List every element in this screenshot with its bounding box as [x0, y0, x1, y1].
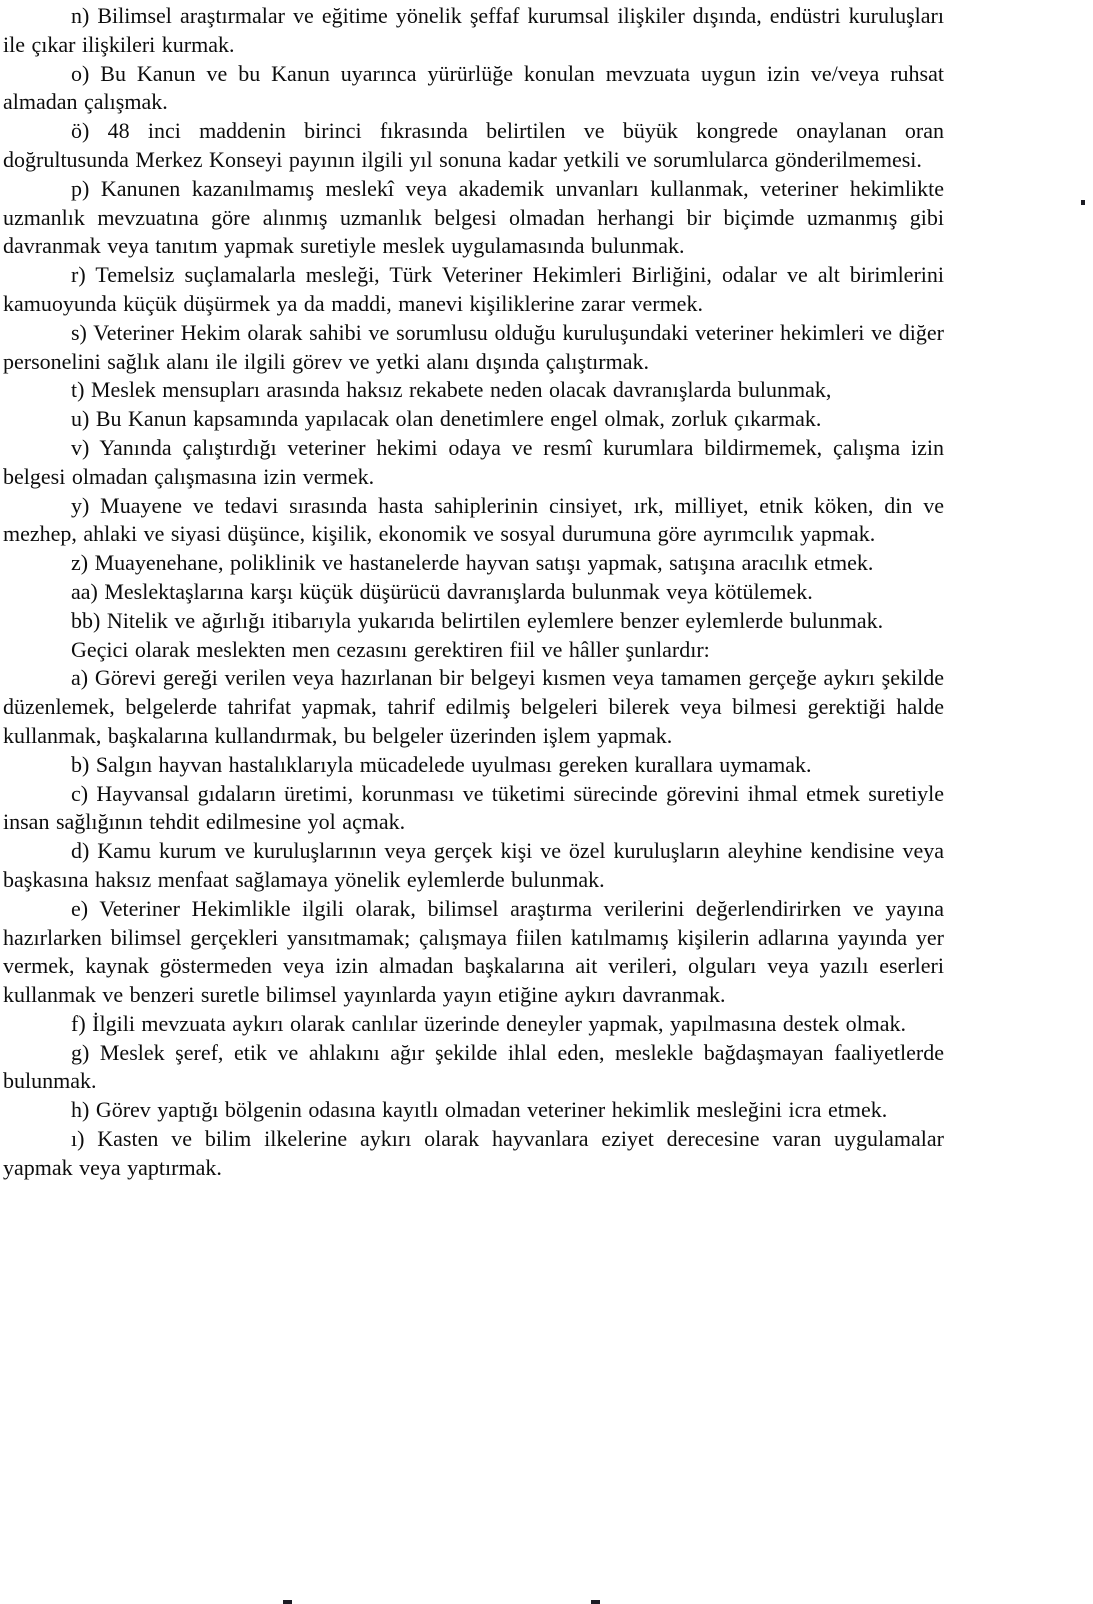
scan-speck — [283, 1600, 292, 1604]
paragraph-s: s) Veteriner Hekim olarak sahibi ve sorumlusu olduğu kuruluşundaki veteriner hekimleri ve diğer personelini sağlık alanı ile ilgili görev ve yetki alanı dışında çalıştırmak. — [3, 319, 944, 374]
paragraph-n: n) Bilimsel araştırmalar ve eğitime yönelik şeffaf kurumsal ilişkiler dışında, endüstri kuruluşları ile çıkar ilişkileri kurmak. — [3, 3, 944, 57]
paragraph-e: e) Veteriner Hekimlikle ilgili olarak, bilimsel araştırma verilerini değerlendirirken ve yayına hazırlarken bilimsel gerçekleri yansıtmamak; çalışmaya fiilen katılmamış kişilerin adlarına yayında yer vermek, kaynak göstermeden veya izin almadan başkalarına ait verileri, olguları veya yazılı eserleri kullanmak ve benzeri suretle bilimsel yayınlarda yayın etiğine aykırı davranmak. — [3, 895, 944, 1008]
paragraph-v: v) Yanında çalıştırdığı veteriner hekimi odaya ve resmî kurumlara bildirmemek, çalışma izin belgesi olmadan çalışmasına izin vermek. — [3, 434, 944, 489]
paragraph-p: p) Kanunen kazanılmamış meslekî veya akademik unvanları kullanmak, veteriner hekimlikte uzmanlık mevzuatına göre alınmış uzmanlık belgesi olmadan herhangi bir biçimde uzmanmış gibi davranmak veya tanıtım yapmak suretiyle meslek uygulamasında bulunmak. — [3, 175, 944, 259]
paragraph-o-umlaut: ö) 48 inci maddenin birinci fıkrasında belirtilen ve büyük kongrede onaylanan oran doğrultusunda Merkez Konseyi payının ilgili yıl sonuna kadar yetkili ve sorumlularca gönderilmemesi. — [3, 118, 944, 172]
paragraph-t: t) Meslek mensupları arasında haksız rekabete neden olacak davranışlarda bulunmak, — [71, 377, 832, 403]
paragraph-r: r) Temelsiz suçlamalarla mesleği, Türk Veteriner Hekimleri Birliğini, odalar ve alt birimlerini kamuoyunda küçük düşürmek ya da maddi, manevi kişiliklerine zarar vermek. — [3, 262, 944, 316]
paragraph-aa: aa) Meslektaşlarına karşı küçük düşürücü davranışlarda bulunmak veya kötülemek. — [71, 578, 813, 604]
paragraph-u: u) Bu Kanun kapsamında yapılacak olan denetimlere engel olmak, zorluk çıkarmak. — [71, 406, 822, 432]
paragraph-o: o) Bu Kanun ve bu Kanun uyarınca yürürlüğe konulan mevzuata uygun izin ve/veya ruhsat almadan çalışmak. — [3, 60, 944, 115]
paragraph-y: y) Muayene ve tedavi sırasında hasta sahiplerinin cinsiyet, ırk, milliyet, etnik köken, din ve mezhep, ahlaki ve siyasi düşünce, kişilik, ekonomik ve sosyal durumuna göre ayrımcılık yapmak. — [3, 492, 944, 547]
paragraph-z: z) Muayenehane, poliklinik ve hastanelerde hayvan satışı yapmak, satışına aracılık etmek. — [71, 550, 874, 576]
scan-speck — [591, 1600, 600, 1604]
document-page — [3, 2, 944, 1183]
paragraph-d: d) Kamu kurum ve kuruluşlarının veya gerçek kişi ve özel kuruluşların aleyhine kendisine veya başkasına haksız menfaat sağlamaya yönelik eylemlerde bulunmak. — [3, 838, 944, 892]
paragraph-bb: bb) Nitelik ve ağırlığı itibarıyla yukarıda belirtilen eylemlere benzer eylemlerde bulunmak. — [71, 607, 884, 633]
paragraph-b: b) Salgın hayvan hastalıklarıyla mücadelede uyulması gereken kurallara uymamak. — [71, 751, 812, 777]
paragraph-a: a) Görevi gereği verilen veya hazırlanan bir belgeyi kısmen veya tamamen gerçeğe aykırı şekilde düzenlemek, belgelerde tahrifat yapmak, tahrif edilmiş belgeleri bilerek veya bilmesi gerektiği halde kullanmak, başkalarına kullandırmak, bu belgeler üzerinden işlem yapmak. — [3, 665, 944, 748]
scan-speck — [1081, 200, 1085, 205]
paragraph-g: g) Meslek şeref, etik ve ahlakını ağır şekilde ihlal eden, meslekle bağdaşmayan faaliyetlerde bulunmak. — [3, 1039, 944, 1094]
paragraph-gecici-intro: Geçici olarak meslekten men cezasını gerektiren fiil ve hâller şunlardır: — [71, 636, 710, 662]
paragraph-h: h) Görev yaptığı bölgenin odasına kayıtlı olmadan veteriner hekimlik mesleğini icra etmek. — [71, 1097, 888, 1123]
paragraph-i-dotless: ı) Kasten ve bilim ilkelerine aykırı olarak hayvanlara eziyet derecesine varan uygulamalar yapmak veya yaptırmak. — [3, 1126, 944, 1180]
paragraph-f: f) İlgili mevzuata aykırı olarak canlılar üzerinde deneyler yapmak, yapılmasına destek olmak. — [71, 1010, 907, 1036]
paragraph-c: c) Hayvansal gıdaların üretimi, korunması ve tüketimi sürecinde görevini ihmal etmek suretiyle insan sağlığının tehdit edilmesine yol açmak. — [3, 780, 944, 835]
